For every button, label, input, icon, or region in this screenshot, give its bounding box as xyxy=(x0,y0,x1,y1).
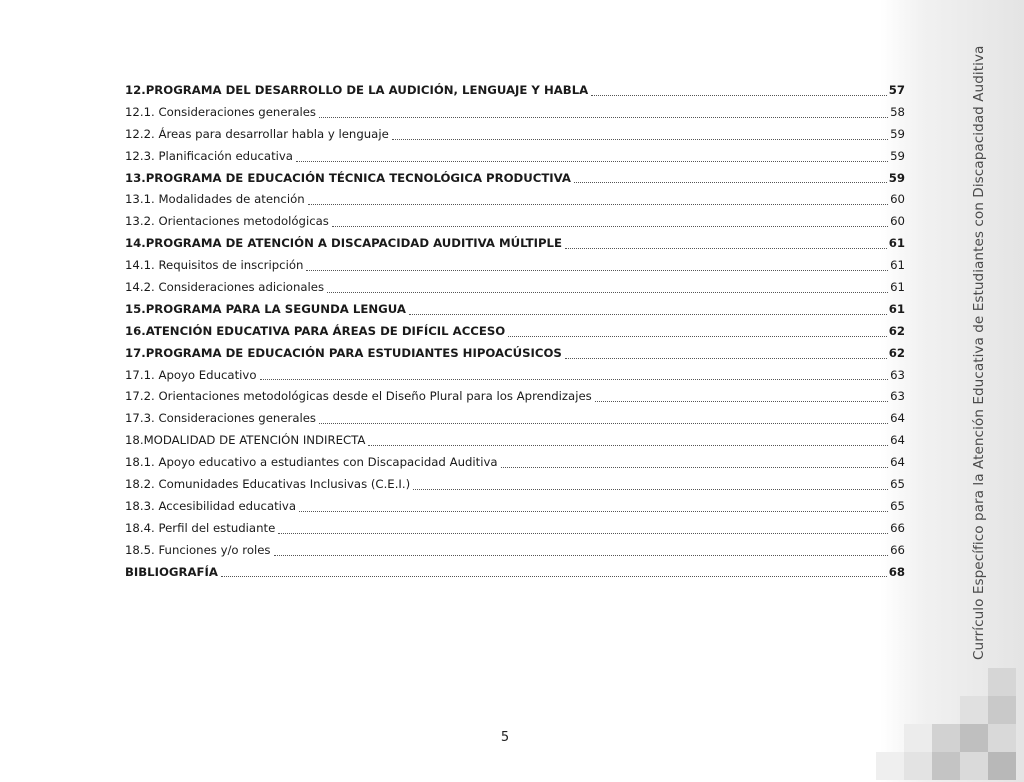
toc-entry-page: 59 xyxy=(890,148,905,163)
toc-entry-title: 18.MODALIDAD DE ATENCIÓN INDIRECTA xyxy=(125,433,366,448)
toc-entry[interactable] xyxy=(125,168,905,190)
toc-entry-title: 17.1. Apoyo Educativo xyxy=(125,367,257,382)
toc-entry[interactable] xyxy=(125,562,905,584)
toc-entry-page: 61 xyxy=(890,258,905,273)
dot-leader xyxy=(591,95,887,96)
toc-entry-title: 12.2. Áreas para desarrollar habla y lenguaje xyxy=(125,126,389,141)
dot-leader xyxy=(221,576,887,577)
toc-entry[interactable] xyxy=(125,540,905,562)
dot-leader xyxy=(409,314,887,315)
toc-entry[interactable] xyxy=(125,474,905,496)
dot-leader xyxy=(574,182,887,183)
toc-entry-title: 13.2. Orientaciones metodológicas xyxy=(125,214,329,229)
dot-leader xyxy=(501,467,889,468)
toc-entry-page: 61 xyxy=(888,301,905,316)
toc-entry-title: 18.5. Funciones y/o roles xyxy=(125,542,271,557)
decor-tile xyxy=(876,752,904,780)
toc-entry-title: 12.PROGRAMA DEL DESARROLLO DE LA AUDICIÓN, LENGUAJE Y HABLA xyxy=(125,83,589,97)
page-number: 5 xyxy=(500,730,510,745)
toc-entry-title: 14.2. Consideraciones adicionales xyxy=(125,280,325,295)
toc-entry-page: 64 xyxy=(890,433,905,448)
toc-entry-page: 59 xyxy=(888,170,905,185)
toc-entry[interactable] xyxy=(125,211,905,233)
toc-entry-title: 18.1. Apoyo educativo a estudiantes con Discapacidad Auditiva xyxy=(125,455,498,470)
toc-entry[interactable] xyxy=(125,102,905,124)
toc-entry-page: 68 xyxy=(888,564,905,579)
toc-entry-title: 18.3. Accesibilidad educativa xyxy=(125,498,297,513)
toc-entry[interactable] xyxy=(125,233,905,255)
dot-leader xyxy=(595,401,888,402)
toc-entry-title: BIBLIOGRAFÍA xyxy=(125,564,218,579)
toc-entry-page: 64 xyxy=(890,455,905,470)
toc-entry-page: 64 xyxy=(890,411,905,426)
toc-entry-title: 18.2. Comunidades Educativas Inclusivas (C.E.I.) xyxy=(125,477,411,492)
dot-leader xyxy=(332,226,888,227)
toc-entry-page: 66 xyxy=(890,542,905,557)
toc-entry[interactable] xyxy=(125,496,905,518)
toc-entry-page: 57 xyxy=(888,83,905,97)
decor-tile xyxy=(904,752,932,780)
toc-entry[interactable] xyxy=(125,124,905,146)
dot-leader xyxy=(392,139,888,140)
dot-leader xyxy=(368,445,888,446)
dot-leader xyxy=(274,555,889,556)
dot-leader xyxy=(260,379,889,380)
decor-tile xyxy=(932,752,960,780)
toc-entry-page: 59 xyxy=(890,126,905,141)
decor-tile xyxy=(988,696,1016,724)
dot-leader xyxy=(319,423,888,424)
toc-entry[interactable] xyxy=(125,277,905,299)
toc-entry-page: 60 xyxy=(890,192,905,207)
toc-entry[interactable] xyxy=(125,80,905,102)
dot-leader xyxy=(299,511,888,512)
toc-entry[interactable] xyxy=(125,343,905,365)
toc-entry[interactable] xyxy=(125,255,905,277)
toc-entry-title: 14.1. Requisitos de inscripción xyxy=(125,258,304,273)
toc-entry-page: 63 xyxy=(890,389,905,404)
toc-entry-page: 58 xyxy=(890,104,905,119)
dot-leader xyxy=(565,358,887,359)
dot-leader xyxy=(308,204,888,205)
toc-entry-title: 17.2. Orientaciones metodológicas desde el Diseño Plural para los Aprendizajes xyxy=(125,389,592,404)
toc-entry-title: 12.1. Consideraciones generales xyxy=(125,104,317,119)
toc-entry[interactable] xyxy=(125,321,905,343)
toc-entry[interactable] xyxy=(125,386,905,408)
dot-leader xyxy=(508,336,887,337)
toc-entry-page: 61 xyxy=(890,280,905,295)
toc-entry-title: 17.PROGRAMA DE EDUCACIÓN PARA ESTUDIANTES HIPOACÚSICOS xyxy=(125,345,562,360)
dot-leader xyxy=(413,489,888,490)
toc-entry[interactable] xyxy=(125,146,905,168)
toc-entry-title: 17.3. Consideraciones generales xyxy=(125,411,317,426)
toc-entry[interactable] xyxy=(125,365,905,387)
toc-entry-title: 16.ATENCIÓN EDUCATIVA PARA ÁREAS DE DIFÍCIL ACCESO xyxy=(125,323,506,338)
dot-leader xyxy=(319,117,888,118)
table-of-contents xyxy=(125,80,905,583)
dot-leader xyxy=(306,270,888,271)
toc-entry-title: 18.4. Perfil del estudiante xyxy=(125,520,276,535)
toc-entry-page: 61 xyxy=(888,236,905,251)
toc-entry[interactable] xyxy=(125,430,905,452)
toc-entry-page: 62 xyxy=(888,345,905,360)
toc-entry-page: 65 xyxy=(890,477,905,492)
dot-leader xyxy=(327,292,888,293)
toc-entry-page: 66 xyxy=(890,520,905,535)
dot-leader xyxy=(278,533,888,534)
toc-entry-title: 13.1. Modalidades de atención xyxy=(125,192,305,207)
toc-entry[interactable] xyxy=(125,189,905,211)
toc-entry[interactable] xyxy=(125,299,905,321)
decor-tile xyxy=(988,668,1016,696)
toc-entry-title: 14.PROGRAMA DE ATENCIÓN A DISCAPACIDAD AUDITIVA MÚLTIPLE xyxy=(125,236,562,251)
toc-entry[interactable] xyxy=(125,518,905,540)
toc-entry-title: 15.PROGRAMA PARA LA SEGUNDA LENGUA xyxy=(125,301,406,316)
toc-entry-page: 60 xyxy=(890,214,905,229)
decor-tile xyxy=(988,752,1016,780)
toc-entry-page: 62 xyxy=(888,323,905,338)
toc-entry[interactable] xyxy=(125,452,905,474)
toc-entry-title: 12.3. Planificación educativa xyxy=(125,148,293,163)
dot-leader xyxy=(565,248,887,249)
toc-entry[interactable] xyxy=(125,408,905,430)
dot-leader xyxy=(296,161,888,162)
toc-entry-title: 13.PROGRAMA DE EDUCACIÓN TÉCNICA TECNOLÓGICA PRODUCTIVA xyxy=(125,170,571,185)
decor-tile xyxy=(960,752,988,780)
side-running-title: Currículo Específico para la Atención Educativa de Estudiantes con Discapacidad Auditiva xyxy=(971,45,987,660)
decor-tile xyxy=(960,696,988,724)
toc-entry-page: 63 xyxy=(890,367,905,382)
toc-entry-page: 65 xyxy=(890,498,905,513)
